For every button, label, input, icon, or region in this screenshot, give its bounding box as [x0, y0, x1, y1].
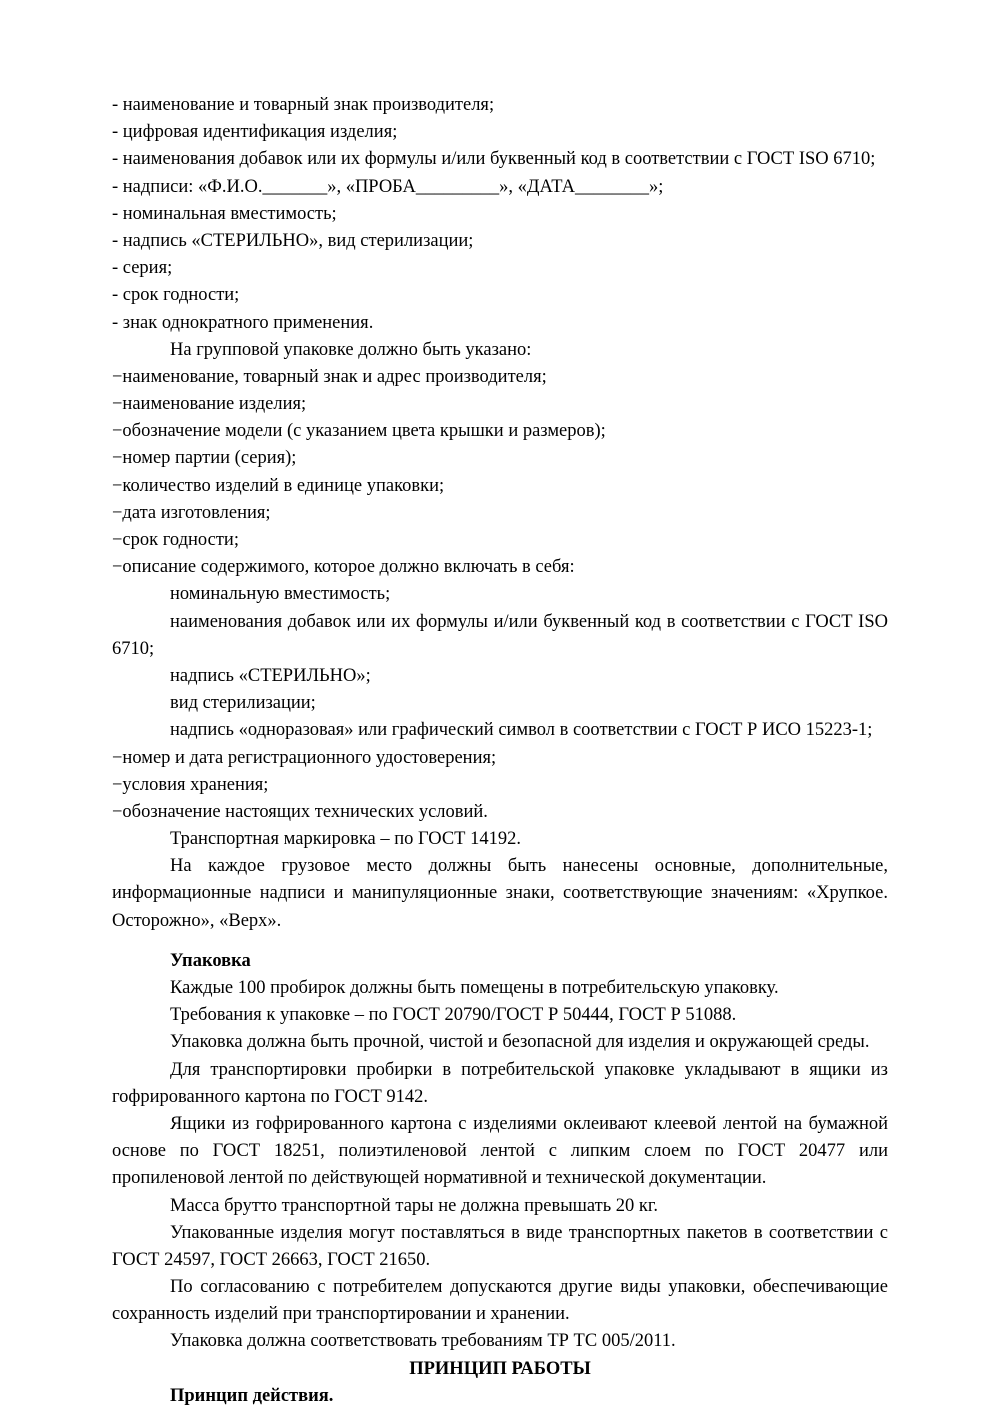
group-pack-item: −описание содержимого, которое должно включать в себя: — [112, 557, 575, 578]
marking-item: - знак однократного применения. — [112, 312, 374, 333]
content-subitem — [112, 663, 888, 690]
group-pack-item: −номер партии (серия); — [112, 448, 297, 469]
packaging-paragraph: Для транспортировки пробирки в потребительской упаковке укладывают в ящики из гофрированного картона по ГОСТ 9142. — [112, 1059, 888, 1107]
marking-item: - наименования добавок или их формулы и/или буквенный код в соответствии с ГОСТ ISO 6710; — [112, 149, 876, 170]
packaging-paragraph: Ящики из гофрированного картона с изделиями оклеивают клеевой лентой на бумажной основе по ГОСТ 18251, полиэтиленовой лентой с липким слоем по ГОСТ 20477 или пропиленовой лентой по действующей нормативной и технической документации. — [112, 1113, 888, 1189]
group-pack-item: −наименование, товарный знак и адрес производителя; — [112, 366, 547, 387]
marking-item: - надписи: «Ф.И.О._______», «ПРОБА_________», «ДАТА________»; — [112, 176, 664, 197]
principle-heading: Принцип действия. — [170, 1385, 334, 1406]
marking-item: - цифровая идентификация изделия; — [112, 122, 398, 143]
content-subitem-text: наименования добавок или их формулы и/или буквенный код в соответствии с ГОСТ ISO 6710; — [112, 611, 888, 659]
packaging-paragraph: Упаковка должна соответствовать требованиям ТР ТС 005/2011. — [170, 1331, 676, 1352]
group-pack-item: −обозначение настоящих технических условий. — [112, 801, 488, 822]
content-subitem — [112, 609, 888, 663]
transport-marking-paragraph: Транспортная маркировка – по ГОСТ 14192. — [170, 829, 521, 850]
packaging-paragraph: Каждые 100 пробирок должны быть помещены в потребительскую упаковку. — [170, 978, 779, 998]
packaging-paragraph: Масса брутто транспортной тары не должна превышать 20 кг. — [170, 1195, 659, 1216]
marking-item: - срок годности; — [112, 285, 240, 306]
content-subitem — [112, 581, 888, 608]
document-body — [112, 92, 888, 1410]
marking-item: - серия; — [112, 258, 173, 279]
packaging-heading: Упаковка — [170, 950, 251, 971]
group-pack-item: −наименование изделия; — [112, 394, 307, 415]
packaging-paragraph: Упаковка должна быть прочной, чистой и безопасной для изделия и окружающей среды. — [170, 1032, 870, 1053]
group-pack-item: −обозначение модели (с указанием цвета крышки и размеров); — [112, 421, 606, 442]
packaging-paragraph: По согласованию с потребителем допускаются другие виды упаковки, обеспечивающие сохранность изделий при транспортировании и хранении. — [112, 1277, 888, 1325]
content-subitem-text: вид стерилизации; — [170, 693, 316, 714]
packaging-paragraph: Требования к упаковке – по ГОСТ 20790/ГОСТ Р 50444, ГОСТ Р 51088. — [170, 1005, 737, 1026]
marking-item: - наименование и товарный знак производителя; — [112, 95, 495, 115]
content-subitem — [112, 717, 888, 744]
section-title: ПРИНЦИП РАБОТЫ — [409, 1358, 591, 1379]
group-pack-item: −дата изготовления; — [112, 502, 271, 523]
content-subitem-text: надпись «одноразовая» или графический символ в соответствии с ГОСТ Р ИСО 15223-1; — [170, 720, 873, 741]
packaging-paragraph: Упакованные изделия могут поставляться в виде транспортных пакетов в соответствии с ГОСТ 24597, ГОСТ 26663, ГОСТ 21650. — [112, 1222, 888, 1270]
content-subitem-text: номинальную вместимость; — [170, 584, 391, 605]
group-pack-item: −номер и дата регистрационного удостоверения; — [112, 747, 497, 768]
marking-item: - надпись «СТЕРИЛЬНО», вид стерилизации; — [112, 230, 474, 251]
group-pack-item: −количество изделий в единице упаковки; — [112, 475, 445, 496]
marking-item: - номинальная вместимость; — [112, 203, 337, 224]
group-pack-intro: На групповой упаковке должно быть указано: — [170, 339, 532, 360]
group-pack-item: −срок годности; — [112, 530, 239, 550]
content-subitem-text: надпись «СТЕРИЛЬНО»; — [170, 665, 371, 686]
content-subitem — [112, 690, 888, 717]
group-pack-item: −условия хранения; — [112, 774, 269, 795]
section-spacer — [112, 935, 888, 948]
cargo-marking-paragraph: На каждое грузовое место должны быть нанесены основные, дополнительные, информационные надписи и манипуляционные знаки, соответствующие значениям: «Хрупкое. Осторожно», «Верх». — [112, 856, 888, 931]
